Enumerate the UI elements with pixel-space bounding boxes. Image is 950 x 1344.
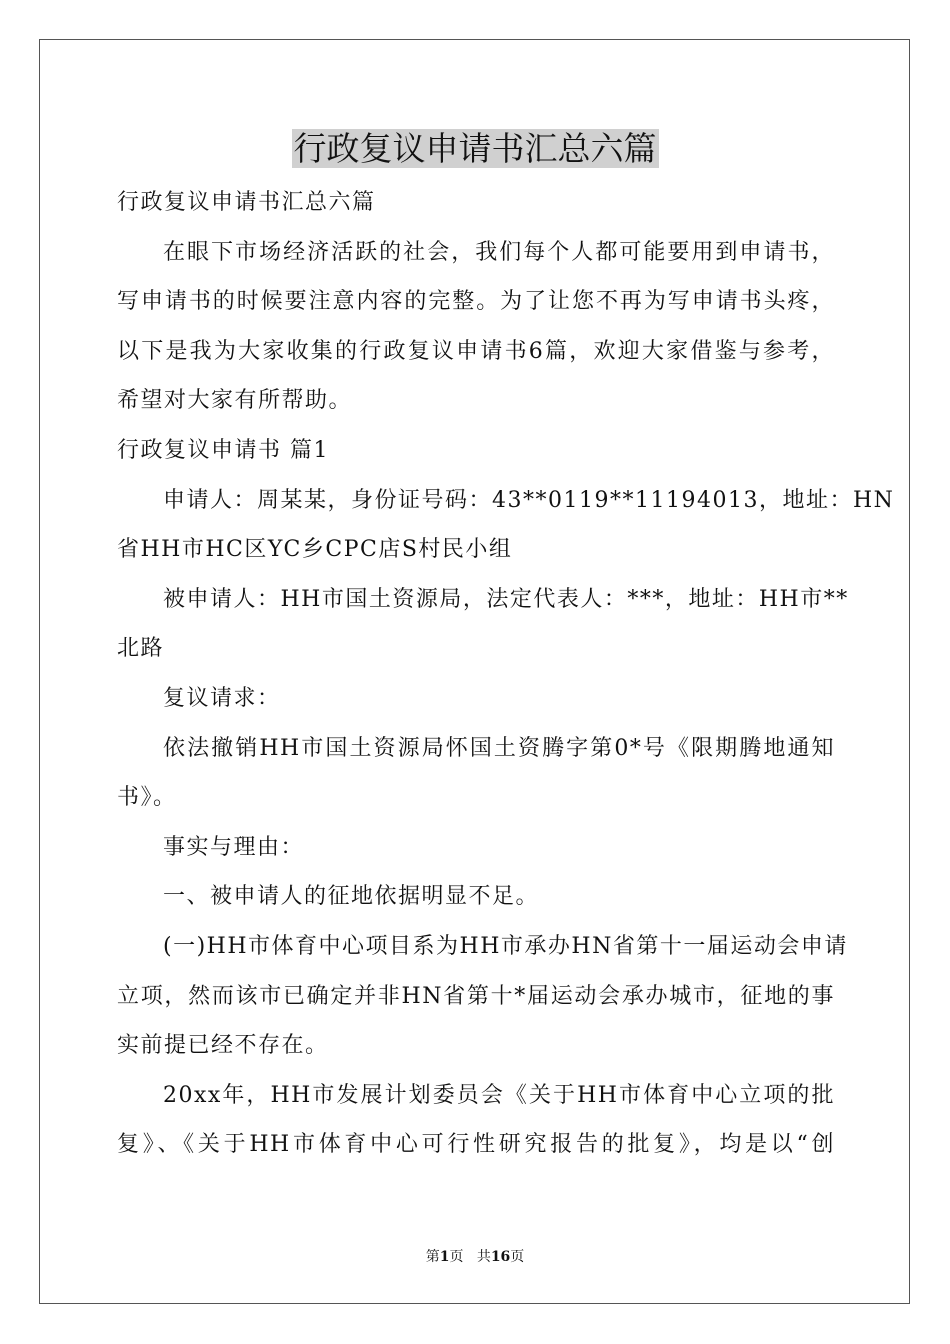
- body-line: (一)HH市体育中心项目系为HH市承办HN省第十一届运动会申请: [163, 933, 848, 959]
- body-line: 省HH市HC区YC乡CPC店S村民小组: [117, 537, 513, 563]
- footer-total-suffix: 页: [510, 1249, 525, 1265]
- body-line: 复议请求：: [163, 685, 281, 711]
- document-title: [0, 126, 950, 172]
- footer-page-prefix: 第: [425, 1249, 440, 1265]
- footer-page-suffix: 页: [449, 1249, 464, 1265]
- body-line: 在眼下市场经济活跃的社会，我们每个人都可能要用到申请书，: [163, 239, 835, 265]
- body-line: 写申请书的时候要注意内容的完整。为了让您不再为写申请书头疼，: [117, 289, 835, 315]
- body-line: 立项，然而该市已确定并非HN省第十*届运动会承办城市，征地的事: [117, 983, 835, 1009]
- body-line: 书》。: [117, 785, 177, 811]
- section-heading: 行政复议申请书 篇1: [117, 437, 329, 463]
- body-line: 依法撤销HH市国土资源局怀国土资腾字第0*号《限期腾地通知: [163, 735, 835, 761]
- body-line: 北路: [117, 636, 165, 662]
- footer-total-pages: 16: [490, 1249, 511, 1265]
- body-line: 20xx年，HH市发展计划委员会《关于HH市体育中心立项的批: [163, 1082, 835, 1108]
- document-title-text: 行政复议申请书汇总六篇: [293, 129, 657, 168]
- footer-page-number: 1: [439, 1249, 450, 1265]
- body-line: 以下是我为大家收集的行政复议申请书6篇，欢迎大家借鉴与参考，: [117, 338, 835, 364]
- body-line: 希望对大家有所帮助。: [117, 388, 353, 414]
- body-line: 申请人：周某某，身份证号码：43**0119**11194013，地址：HN: [163, 487, 895, 513]
- page-footer: [0, 1248, 950, 1266]
- body-line: 被申请人：HH市国土资源局，法定代表人：***，地址：HH市**: [163, 586, 849, 612]
- body-line-subtitle: 行政复议申请书汇总六篇: [117, 190, 376, 215]
- body-line: 实前提已经不存在。: [117, 1033, 329, 1059]
- footer-total-prefix: 共: [476, 1249, 491, 1265]
- body-line: 事实与理由：: [163, 834, 305, 860]
- document-body: [117, 178, 895, 1170]
- body-line: 复》、《关于HH市体育中心可行性研究报告的批复》，均是以“创: [117, 1132, 835, 1158]
- body-line: 一、被申请人的征地依据明显不足。: [163, 884, 540, 910]
